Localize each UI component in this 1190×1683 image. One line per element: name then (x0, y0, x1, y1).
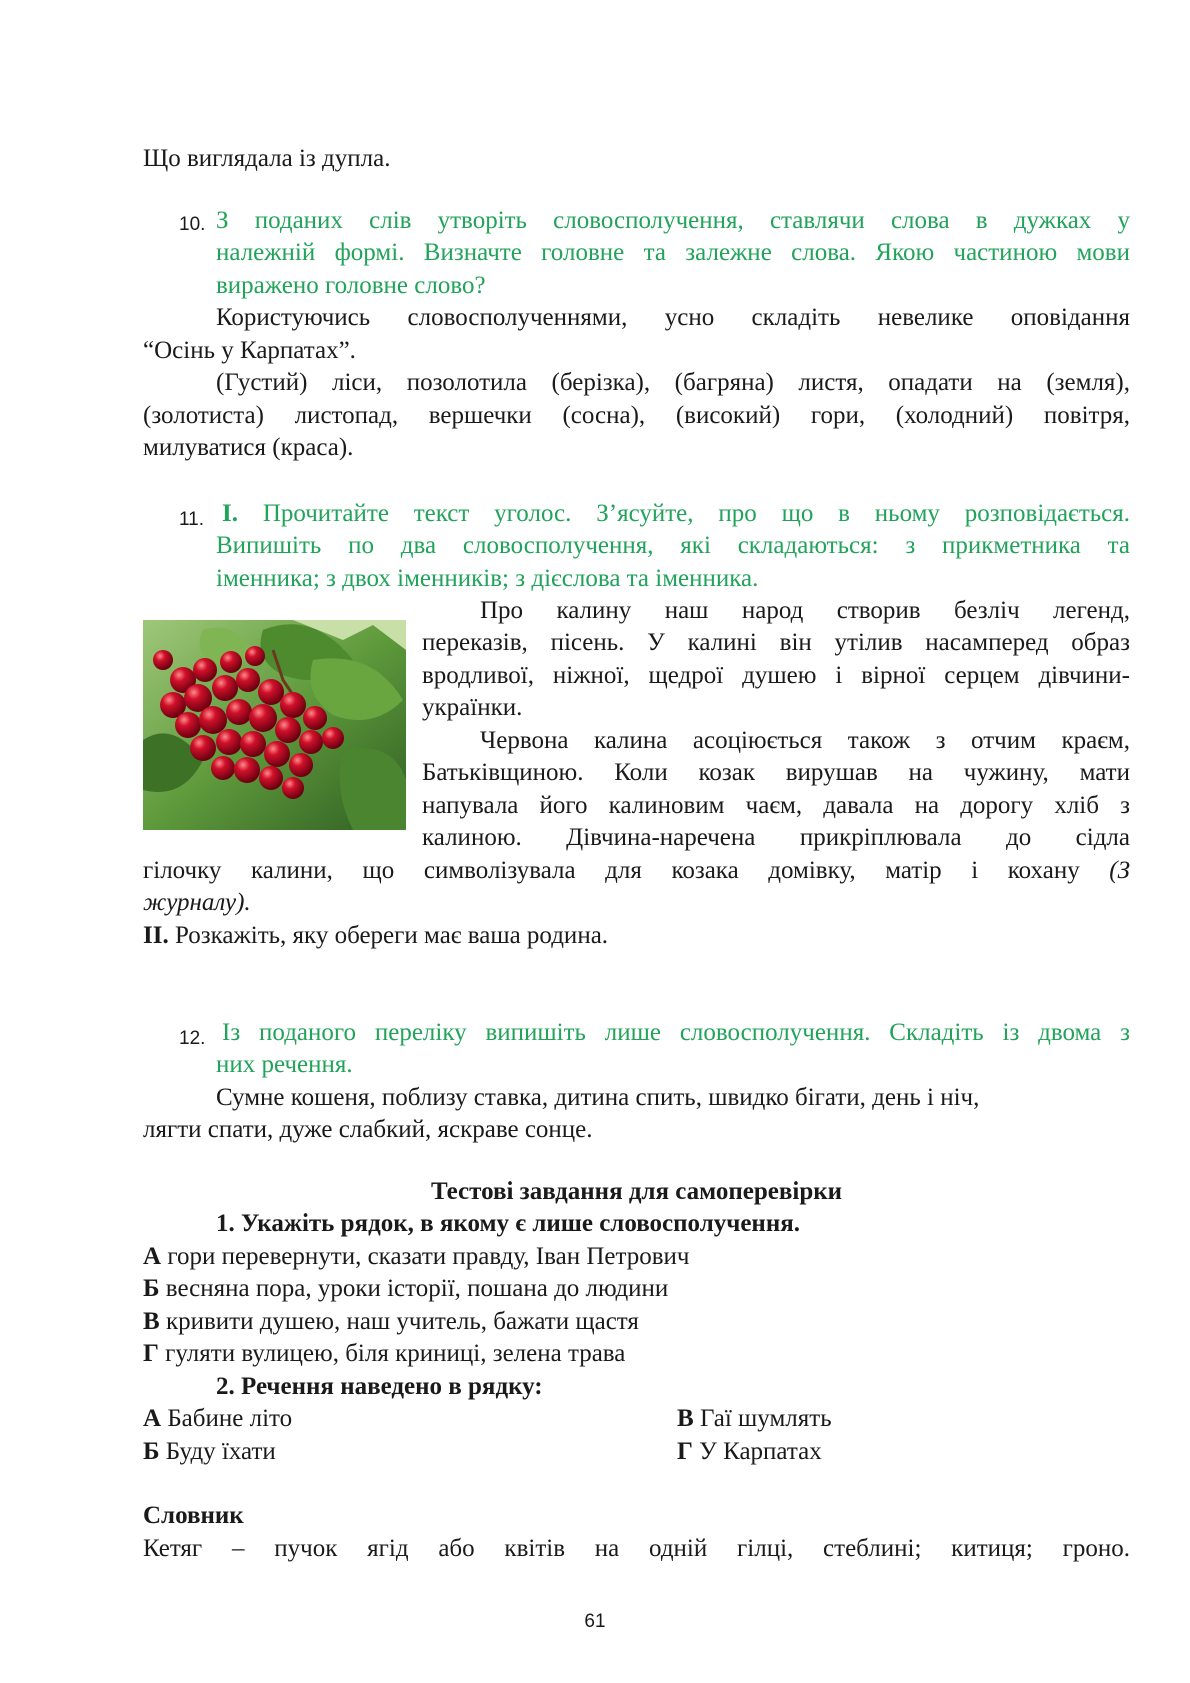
task10-para2-line-2: (золотиста) листопад, вершечки (сосна), (високий) гори, (холодний) повітря, (143, 402, 1130, 429)
viburnum-berries-photo (143, 620, 406, 830)
task11-instruction-line-1: І. Прочитайте текст уголос. З’ясуйте, про що в ньому розповідається. (222, 500, 1130, 527)
task12-instruction-line-1: Із поданого переліку випишіть лише словосполучення. Складіть із двома з (222, 1019, 1130, 1046)
continuation-line: Що виглядала із дупла. (143, 145, 391, 172)
task11-instruction-line-2: Випишіть по два словосполучення, які складаються: з прикметника та (216, 532, 1130, 559)
task11-part2-line: ІІ. Розкажіть, яку обереги має ваша родина. (143, 922, 609, 949)
task11-text-line-7: напувала його калиновим чаєм, давала на дорогу хліб з (422, 792, 1130, 819)
task10-para2-line-1: (Густий) ліси, позолотила (берізка), (багряна) листя, опадати на (земля), (216, 369, 1130, 396)
q2-option-b: Б Буду їхати (143, 1438, 276, 1465)
q1-option-a: А гори перевернути, сказати правду, Іван Петрович (143, 1243, 690, 1270)
task10-instruction-line-2: належній формі. Визначте головне та залежне слова. Якою частиною мови (216, 239, 1130, 266)
glossary-entry: Кетяг – пучок ягід або квітів на одній гілці, стеблині; китиця; гроно. (143, 1535, 1130, 1562)
part-two-marker: ІІ. (143, 922, 169, 949)
source-reference-start: (З (1109, 857, 1130, 884)
task-number-10: 10. (179, 214, 206, 235)
task10-instruction-line-1: З поданих слів утворіть словосполучення, ставлячи слова в дужках у (216, 207, 1130, 234)
test-question-1: 1. Укажіть рядок, в якому є лише словосполучення. (216, 1210, 801, 1237)
task10-para1-line-2: “Осінь у Карпатах”. (143, 337, 356, 364)
page-number: 61 (584, 1611, 606, 1632)
task12-text-line-2: лягти спати, дуже слабкий, яскраве сонце. (143, 1116, 593, 1143)
q2-option-h: Г У Карпатах (677, 1438, 822, 1465)
glossary-heading: Словник (143, 1502, 244, 1529)
q2-option-a: А Бабине літо (143, 1405, 293, 1432)
task12-text-line-1: Сумне кошеня, поблизу ставка, дитина спить, швидко бігати, день і ніч, (216, 1084, 980, 1111)
q1-option-b: Б весняна пора, уроки історії, пошана до людини (143, 1275, 669, 1302)
task11-text-line-8: калиною. Дівчина-наречена прикріплювала до сідла (422, 824, 1130, 851)
task11-instruction-line-3: іменника; з двох іменників; з дієслова та іменника. (216, 565, 759, 592)
q1-option-h: Г гуляти вулицею, біля криниці, зелена трава (143, 1340, 626, 1367)
tests-heading: Тестові завдання для самоперевірки (430, 1178, 843, 1205)
task11-text-line-9: гілочку калини, що символізувала для козака домівку, матір і кохану (З (143, 857, 1130, 884)
source-reference-end: журналу). (143, 889, 251, 916)
task11-text-line-2: переказів, пісень. У калині він утілив насамперед образ (422, 629, 1130, 656)
task10-para1-line-1: Користуючись словосполученнями, усно складіть невелике оповідання (216, 304, 1130, 331)
part-one-marker: І. (222, 500, 238, 527)
task11-text-line-5: Червона калина асоціюється також з отчим краєм, (480, 727, 1130, 754)
task11-text-line-1: Про калину наш народ створив безліч легенд, (480, 597, 1130, 624)
task10-instruction-line-3: виражено головне слово? (216, 272, 486, 299)
task10-para2-line-3: милуватися (краса). (143, 434, 354, 461)
task-number-12: 12. (179, 1028, 206, 1049)
task11-text-line-4: українки. (422, 694, 523, 721)
task11-text-line-3: вродливої, ніжної, щедрої душею і вірної серцем дівчини- (422, 662, 1130, 689)
q1-option-v: В кривити душею, наш учитель, бажати щастя (143, 1308, 639, 1335)
task11-text-line-6: Батьківщиною. Коли козак вирушав на чужину, мати (422, 759, 1130, 786)
task-number-11: 11. (179, 509, 205, 530)
task12-instruction-line-2: них речення. (216, 1051, 353, 1078)
q2-option-v: В Гаї шумлять (677, 1405, 832, 1432)
test-question-2: 2. Речення наведено в рядку: (216, 1373, 543, 1400)
